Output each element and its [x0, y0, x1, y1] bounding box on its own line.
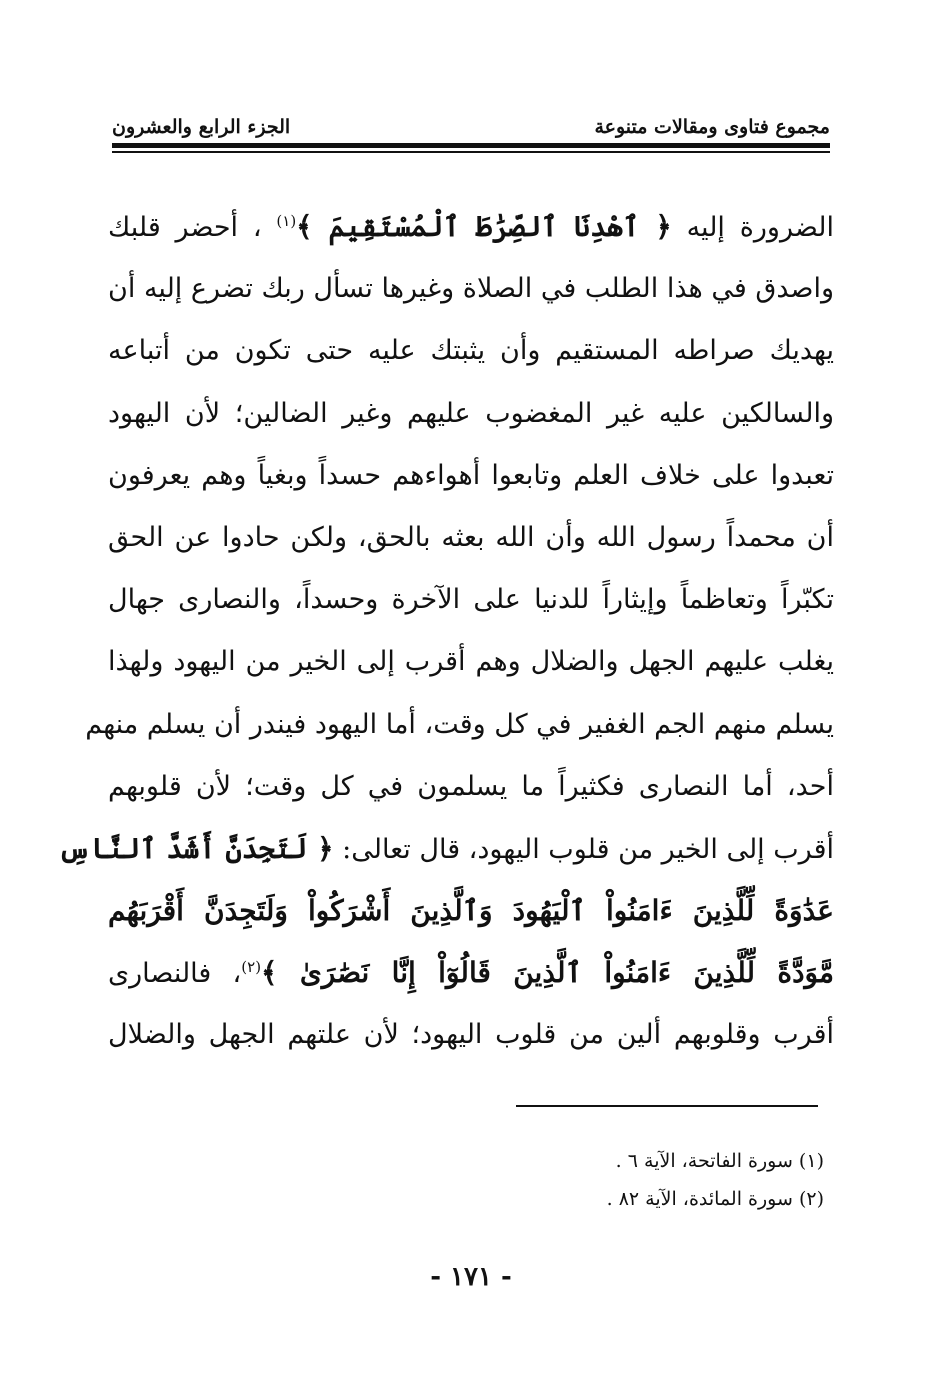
footnote-separator: [516, 1105, 818, 1107]
header-rule: [112, 143, 830, 153]
text-line: أن محمداً رسول الله وأن الله بعثه بالحق، ولكن حادوا عن الحق: [108, 521, 834, 553]
header-rule-thin: [112, 151, 830, 153]
footnote-ref: (٢): [241, 958, 262, 977]
text-line: يهديك صراطه المستقيم وأن يثبتك عليه حتى تكون من أتباعه: [108, 335, 834, 367]
main-text: [58, 196, 835, 1067]
text-line: مَّوَدَّةً لِّلَّذِينَ ءَامَنُواْ ٱلَّذِينَ قَالُوٓاْ إِنَّا نَصَٰرَىٰ ﴾$^{(٢)}$، فالنصارى: [108, 956, 834, 990]
quran-verse: ﴿ ٱهْدِنَا ٱلصِّرَٰطَ ٱلْمُسْتَقِيمَ ﴾: [296, 210, 672, 243]
footnote: (٢) سورة المائدة، الآية ٨٢ .: [606, 1188, 824, 1210]
footnotes: [607, 1142, 824, 1218]
page-number: - ١٧١ -: [430, 1262, 512, 1292]
text-line: يسلم منهم الجم الغفير في كل وقت، أما اليهود فيندر أن يسلم منهم: [85, 708, 834, 740]
volume-label: الجزء الرابع والعشرون: [112, 116, 291, 138]
quran-verse-line: عَدَٰوَةً لِّلَّذِينَ ءَامَنُواْ ٱلْيَهُودَ وَٱلَّذِينَ أَشْرَكُواْ وَلَتَجِدَنَّ أَقْرَبَهُم: [108, 894, 834, 928]
text-line: أحد، أما النصارى فكثيراً ما يسلمون في كل وقت؛ لأن قلوبهم: [108, 770, 834, 802]
quran-verse: ﴿ لَتَجِدَنَّ أَشَدَّ ٱلنَّاسِ: [58, 831, 334, 865]
text-line: أقرب وقلوبهم ألين من قلوب اليهود؛ لأن علتهم الجهل والضلال: [108, 1019, 834, 1051]
text-line: تكبّراً وتعاظماً وإيثاراً للدنيا على الآخرة وحسداً، والنصارى جهال: [108, 584, 834, 616]
header-rule-thick: [112, 143, 830, 148]
text-line: يغلب عليهم الجهل والضلال وهم أقرب إلى الخير من اليهود ولهذا: [108, 646, 834, 678]
quran-verse: مَّوَدَّةً لِّلَّذِينَ ءَامَنُواْ ٱلَّذِينَ قَالُوٓاْ إِنَّا نَصَٰرَىٰ ﴾: [261, 956, 834, 990]
text-line: والسالكين عليه غير المغضوب عليهم وغير الضالين؛ لأن اليهود: [108, 397, 834, 429]
footnote-ref: (١): [276, 212, 297, 230]
text-line: واصدق في هذا الطلب في الصلاة وغيرها تسأل ربك تضرع إليه أن: [108, 273, 834, 305]
text-line: تعبدوا على خلاف العلم وتابعوا أهواءهم حسداً وبغياً وهم يعرفون: [108, 459, 834, 491]
book-title: مجموع فتاوى ومقالات متنوعة: [594, 116, 830, 138]
text-line: أقرب إلى الخير من قلوب اليهود، قال تعالى: ﴿ لَتَجِدَنَّ أَشَدَّ ٱلنَّاسِ: [58, 831, 834, 865]
text-line: الضرورة إليه ﴿ ٱهْدِنَا ٱلصِّرَٰطَ ٱلْمُسْتَقِيمَ ﴾$^{(١)}$ ، أحضر قلبك: [108, 210, 835, 243]
footnote: (١) سورة الفاتحة، الآية ٦ .: [615, 1150, 824, 1172]
running-header: [112, 104, 830, 138]
